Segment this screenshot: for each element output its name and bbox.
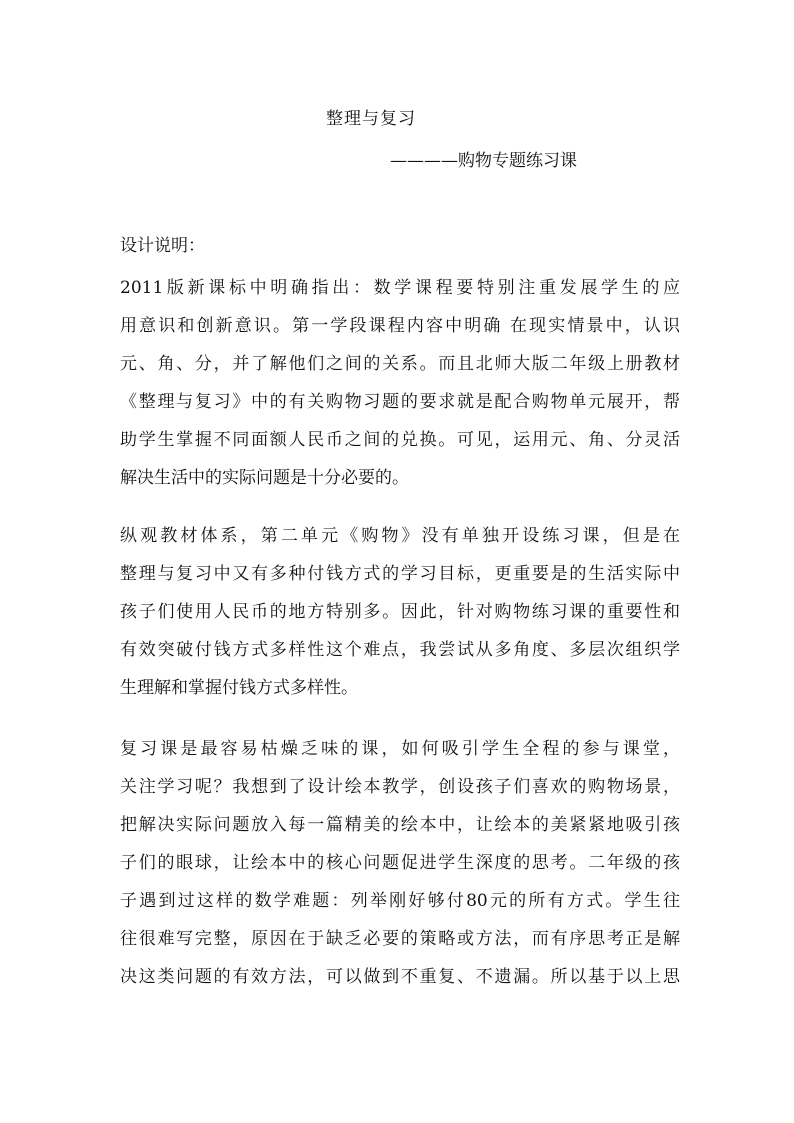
paragraph-1-line-5: 助学生掌握不同面额人民币之间的兑换。可见，运用元、角、分灵活 — [120, 430, 680, 450]
paragraph-2-line-1: 纵观教材体系，第二单元《购物》没有单独开设练习课，但是在 — [120, 526, 680, 546]
document-title: 整理与复习 — [326, 109, 416, 129]
paragraph-3-line-1: 复习课是最容易枯燥乏味的课，如何吸引学生全程的参与课堂， — [120, 739, 680, 759]
paragraph-1-line-4: 《整理与复习》中的有关购物习题的要求就是配合购物单元展开，帮 — [120, 392, 680, 412]
document-subtitle: ————购物专题练习课 — [390, 151, 577, 171]
paragraph-2-line-2: 整理与复习中又有多种付钱方式的学习目标，更重要是的生活实际中 — [120, 564, 680, 584]
paragraph-3-line-3: 把解决实际问题放入每一篇精美的绘本中，让绘本的美紧紧地吸引孩 — [120, 815, 680, 835]
paragraph-1-line-1: 2011版新课标中明确指出：数学课程要特别注重发展学生的应 — [120, 278, 680, 298]
paragraph-3-line-7: 决这类问题的有效方法，可以做到不重复、不遗漏。所以基于以上思 — [120, 967, 680, 987]
paragraph-1-line-6: 解决生活中的实际问题是十分必要的。 — [120, 468, 409, 488]
paragraph-3-line-4: 子们的眼球，让绘本中的核心问题促进学生深度的思考。二年级的孩 — [120, 853, 680, 873]
paragraph-1-line-3: 元、角、分，并了解他们之间的关系。而且北师大版二年级上册教材 — [120, 354, 680, 374]
paragraph-3-line-2: 关注学习呢？我想到了设计绘本教学，创设孩子们喜欢的购物场景， — [120, 777, 680, 797]
paragraph-3-line-5: 子遇到过这样的数学难题：列举刚好够付80元的所有方式。学生往 — [120, 891, 680, 911]
paragraph-3-line-6: 往很难写完整，原因在于缺乏必要的策略或方法，而有序思考正是解 — [120, 929, 680, 949]
section-heading: 设计说明： — [120, 236, 205, 256]
paragraph-2-line-4: 有效突破付钱方式多样性这个难点，我尝试从多角度、多层次组织学 — [120, 640, 680, 660]
paragraph-1-line-2: 用意识和创新意识。第一学段课程内容中明确 在现实情景中，认识 — [120, 316, 680, 336]
paragraph-2-line-3: 孩子们使用人民币的地方特别多。因此，针对购物练习课的重要性和 — [120, 602, 680, 622]
paragraph-2-line-5: 生理解和掌握付钱方式多样性。 — [120, 678, 358, 698]
